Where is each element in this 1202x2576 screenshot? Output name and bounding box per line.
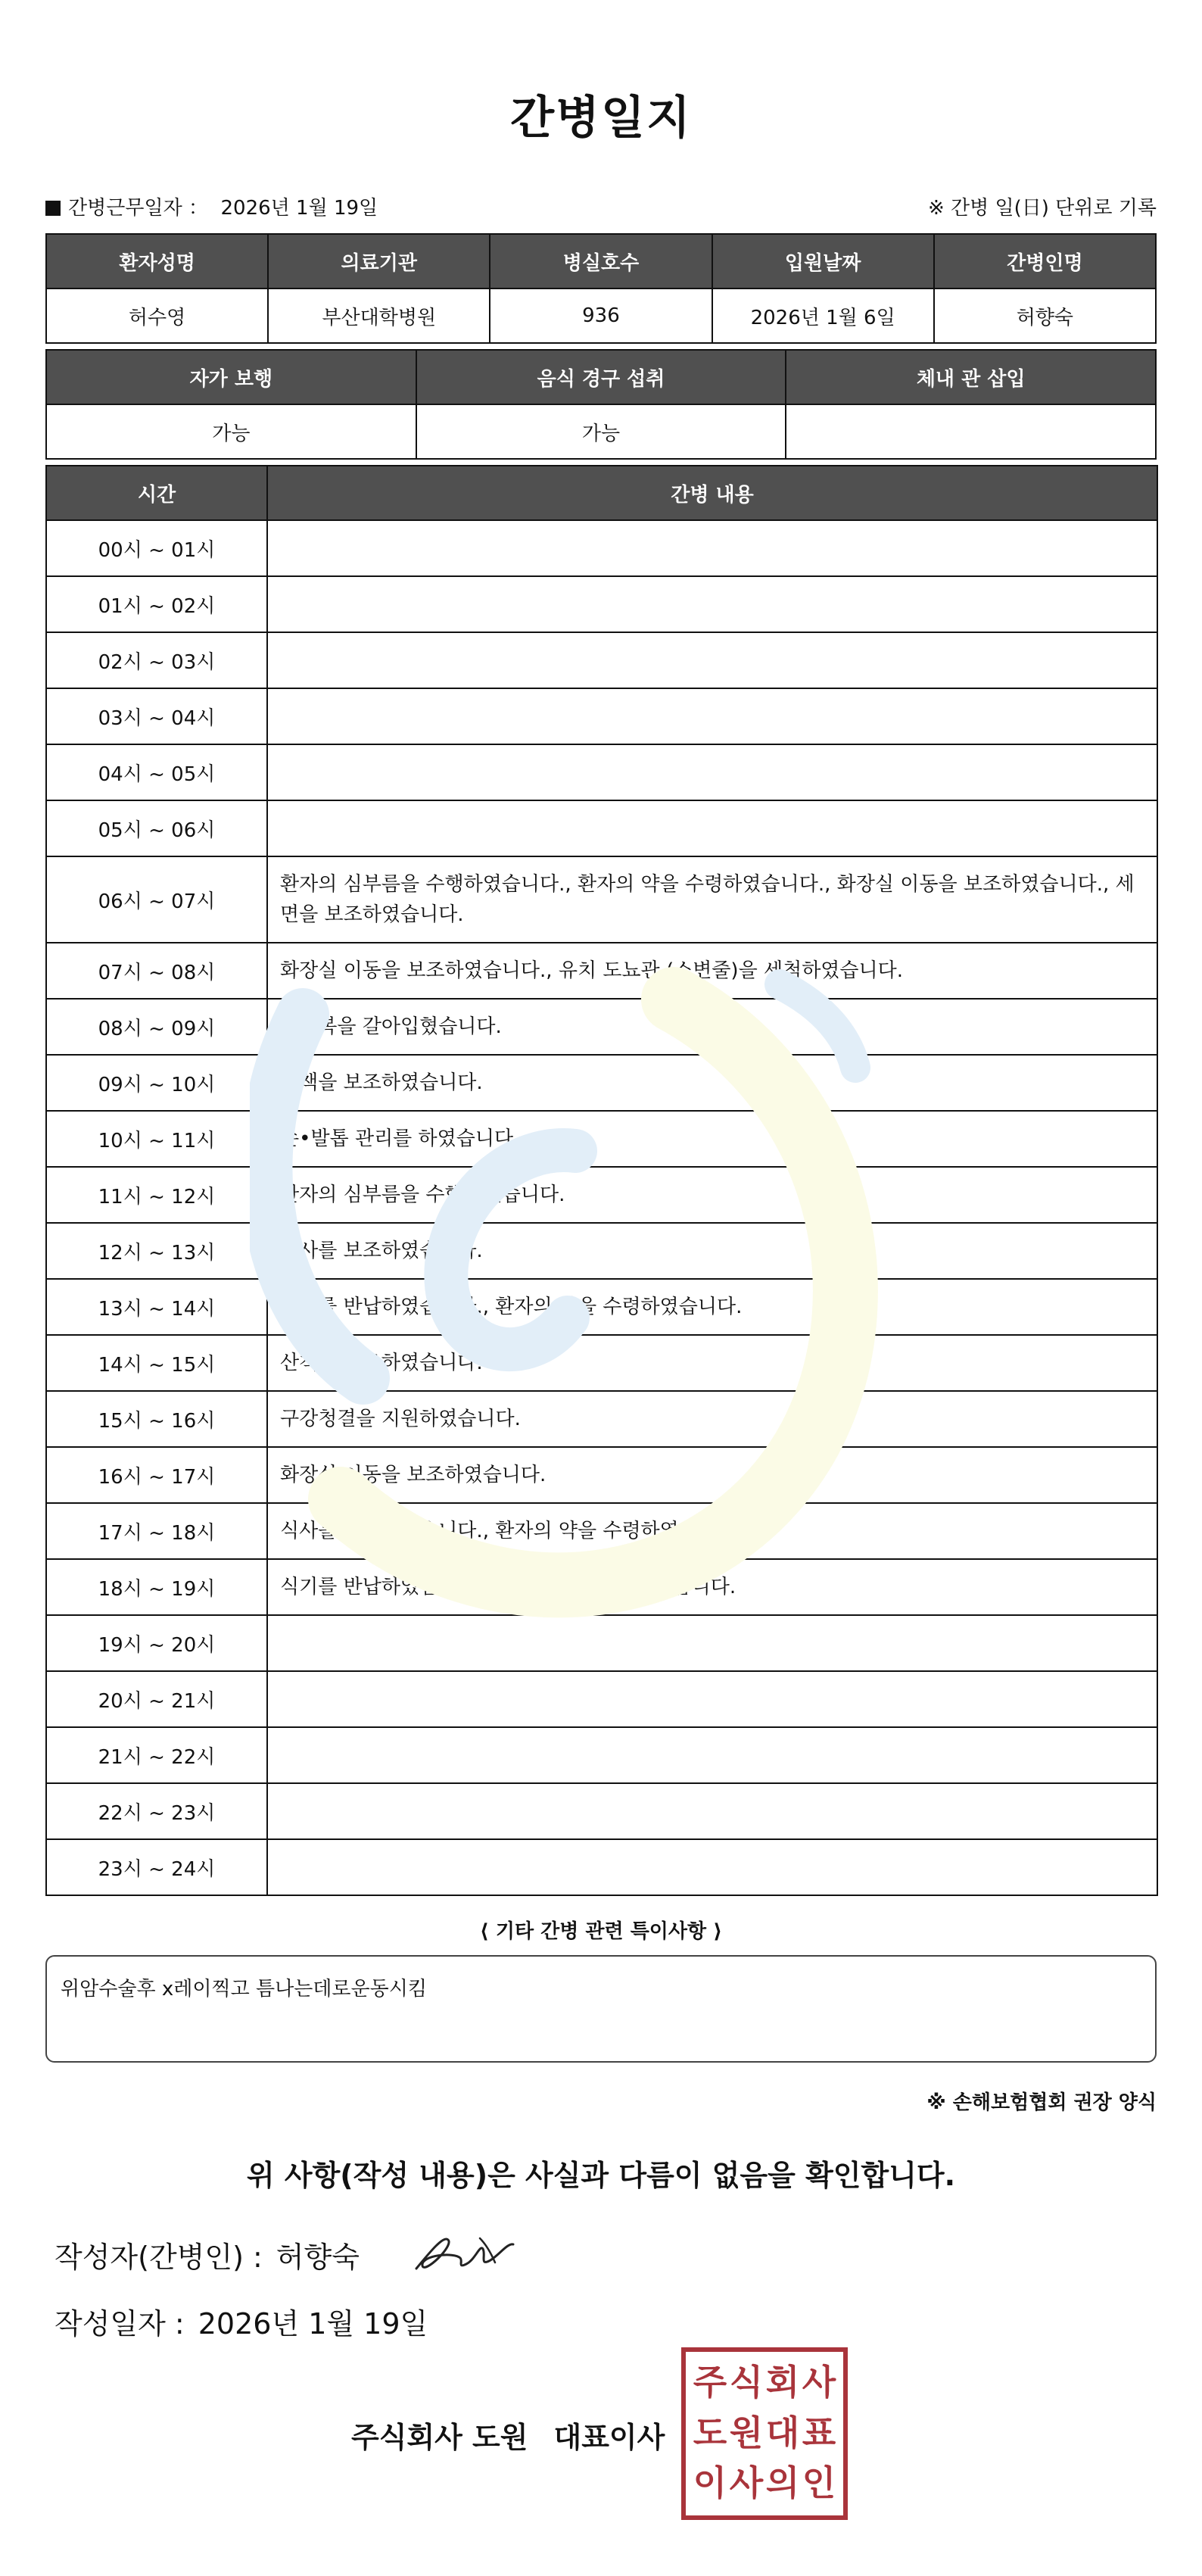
- time-slot: 12시 ~ 13시: [46, 1223, 267, 1279]
- company-seal-icon: [681, 2347, 848, 2520]
- time-slot: 18시 ~ 19시: [46, 1559, 267, 1615]
- table-row: [46, 1167, 1157, 1223]
- admission-date: 2026년 1월 6일: [712, 288, 934, 343]
- seal-character: 도: [693, 2412, 727, 2453]
- seal-character: 주: [693, 2362, 727, 2403]
- care-content: [267, 1671, 1157, 1727]
- time-slot: 09시 ~ 10시: [46, 1055, 267, 1111]
- table-row: [46, 576, 1157, 632]
- time-slot: 00시 ~ 01시: [46, 520, 267, 576]
- time-slot: 14시 ~ 15시: [46, 1335, 267, 1391]
- care-content: [267, 1727, 1157, 1783]
- table-row: [46, 1111, 1157, 1167]
- care-content: 식기를 반납하였습니다., 환자의 약을 수령하였습니다.: [267, 1279, 1157, 1335]
- header-hospital: 의료기관: [268, 234, 490, 288]
- care-content: 식사를 보조하였습니다.: [267, 1223, 1157, 1279]
- care-content: 구강청결을 지원하였습니다.: [267, 1391, 1157, 1447]
- oral-intake-value: 가능: [416, 404, 786, 459]
- header-time: 시간: [46, 466, 267, 520]
- writer-line: [54, 2234, 360, 2275]
- room-number: 936: [490, 288, 712, 343]
- seal-character: 인: [802, 2462, 836, 2504]
- care-content: [267, 1783, 1157, 1839]
- table-row: [46, 1839, 1157, 1895]
- time-slot: 01시 ~ 02시: [46, 576, 267, 632]
- time-slot: 13시 ~ 14시: [46, 1279, 267, 1335]
- table-row: [46, 1615, 1157, 1671]
- time-slot: 22시 ~ 23시: [46, 1783, 267, 1839]
- time-slot: 19시 ~ 20시: [46, 1615, 267, 1671]
- table-row: [46, 632, 1157, 688]
- care-content: 손•발톱 관리를 하였습니다.: [267, 1111, 1157, 1167]
- table-row: [46, 1559, 1157, 1615]
- care-content: [267, 744, 1157, 800]
- written-date-line: [54, 2300, 428, 2342]
- time-slot: 07시 ~ 08시: [46, 943, 267, 999]
- header-tube-insertion: 체내 관 삽입: [786, 350, 1156, 404]
- header-care-content: 간병 내용: [267, 466, 1157, 520]
- seal-character: 사: [802, 2362, 836, 2403]
- table-row: [46, 688, 1157, 744]
- tube-insertion-value: [786, 404, 1156, 459]
- time-slot: 16시 ~ 17시: [46, 1447, 267, 1503]
- time-slot: 08시 ~ 09시: [46, 999, 267, 1055]
- writer-name: 허향숙: [276, 2241, 360, 2274]
- time-slot: 20시 ~ 21시: [46, 1671, 267, 1727]
- writer-label: 작성자(간병인) :: [54, 2241, 263, 2274]
- work-date-label: 간병근무일자 ：: [68, 197, 208, 220]
- care-content: [267, 800, 1157, 856]
- table-row: [46, 1279, 1157, 1335]
- square-bullet-icon: [45, 201, 61, 216]
- header-self-walking: 자가 보행: [46, 350, 416, 404]
- time-slot: 21시 ~ 22시: [46, 1727, 267, 1783]
- seal-character: 대: [765, 2412, 800, 2453]
- care-content: [267, 576, 1157, 632]
- time-slot: 15시 ~ 16시: [46, 1391, 267, 1447]
- care-content: 산책을 보조하였습니다.: [267, 1055, 1157, 1111]
- time-slot: 23시 ~ 24시: [46, 1839, 267, 1895]
- signature-icon: [407, 2222, 521, 2282]
- care-content: 화장실 이동을 보조하였습니다., 유치 도뇨관 (소변줄)을 세척하였습니다.: [267, 943, 1157, 999]
- work-date: [45, 192, 378, 220]
- remarks-box: [45, 1955, 1157, 2063]
- care-content: [267, 1615, 1157, 1671]
- header-oral-intake: 음식 경구 섭취: [416, 350, 786, 404]
- table-row: [46, 1783, 1157, 1839]
- care-content: [267, 688, 1157, 744]
- care-content: 환자의 심부름을 수행하였습니다., 환자의 약을 수령하였습니다., 화장실 이동을 보조하였습니다., 세면을 보조하였습니다.: [267, 856, 1157, 943]
- care-content: [267, 520, 1157, 576]
- time-slot: 17시 ~ 18시: [46, 1503, 267, 1559]
- care-content: 환자복을 갈아입혔습니다.: [267, 999, 1157, 1055]
- table-row: [46, 1503, 1157, 1559]
- company-name: 주식회사 도원: [351, 2421, 528, 2454]
- time-slot: 05시 ~ 06시: [46, 800, 267, 856]
- patient-status-table: [45, 349, 1157, 460]
- recommended-form-note: ※ 손해보험협회 권장 양식: [926, 2091, 1157, 2114]
- header-room-number: 병실호수: [490, 234, 712, 288]
- meta-row: [45, 192, 1157, 223]
- table-row: [46, 943, 1157, 999]
- table-row: [46, 520, 1157, 576]
- care-log-rows: [46, 520, 1157, 1895]
- table-row: [46, 1223, 1157, 1279]
- self-walking-value: 가능: [46, 404, 416, 459]
- care-content: [267, 1839, 1157, 1895]
- table-row: [46, 1055, 1157, 1111]
- care-log-table: [45, 465, 1158, 1896]
- seal-character: 이: [693, 2462, 727, 2504]
- care-content: 식기를 반납하였습니다., 구강청결을 지원하였습니다.: [267, 1559, 1157, 1615]
- table-row: [46, 744, 1157, 800]
- hospital-name: 부산대학병원: [268, 288, 490, 343]
- header-caregiver-name: 간병인명: [934, 234, 1156, 288]
- remarks-title: ⟨ 기타 간병 관련 특이사항 ⟩: [479, 1920, 723, 1943]
- seal-character: 의: [765, 2462, 800, 2504]
- seal-character: 표: [802, 2412, 836, 2453]
- header-patient-name: 환자성명: [46, 234, 268, 288]
- care-content: 환자의 심부름을 수행하였습니다.: [267, 1167, 1157, 1223]
- table-row: [46, 800, 1157, 856]
- time-slot: 04시 ~ 05시: [46, 744, 267, 800]
- written-date-label: 작성일자 :: [54, 2307, 185, 2341]
- seal-characters: [692, 2358, 837, 2509]
- care-content: [267, 632, 1157, 688]
- seal-character: 사: [729, 2462, 764, 2504]
- time-slot: 06시 ~ 07시: [46, 856, 267, 943]
- table-row: [46, 1727, 1157, 1783]
- confirmation-statement: 위 사항(작성 내용)은 사실과 다름이 없음을 확인합니다.: [246, 2159, 956, 2192]
- caregiver-name: 허향숙: [934, 288, 1156, 343]
- table-row: [46, 999, 1157, 1055]
- time-slot: 03시 ~ 04시: [46, 688, 267, 744]
- patient-name: 허수영: [46, 288, 268, 343]
- time-slot: 11시 ~ 12시: [46, 1167, 267, 1223]
- seal-character: 원: [729, 2412, 764, 2453]
- table-row: [46, 1335, 1157, 1391]
- record-unit-note: ※ 간병 일(日) 단위로 기록: [927, 197, 1157, 220]
- work-date-value: 2026년 1월 19일: [220, 197, 378, 220]
- company-signature-line: [351, 2414, 665, 2456]
- page-title: 간병일지: [510, 92, 692, 145]
- remarks-text: 위암수술후 x레이찍고 틈나는데로운동시킴: [61, 1978, 428, 2001]
- patient-info-table: [45, 233, 1157, 344]
- care-content: 화장실 이동을 보조하였습니다.: [267, 1447, 1157, 1503]
- table-row: [46, 856, 1157, 943]
- table-row: [46, 1391, 1157, 1447]
- time-slot: 10시 ~ 11시: [46, 1111, 267, 1167]
- company-ceo-title: 대표이사: [553, 2421, 665, 2454]
- seal-character: 식: [729, 2362, 764, 2403]
- table-row: [46, 1671, 1157, 1727]
- care-content: 산책을 보조하였습니다.: [267, 1335, 1157, 1391]
- seal-character: 회: [765, 2362, 800, 2403]
- header-admission-date: 입원날짜: [712, 234, 934, 288]
- care-content: 식사를 보조하였습니다., 환자의 약을 수령하였습니다.: [267, 1503, 1157, 1559]
- time-slot: 02시 ~ 03시: [46, 632, 267, 688]
- table-row: [46, 1447, 1157, 1503]
- written-date-value: 2026년 1월 19일: [198, 2307, 428, 2341]
